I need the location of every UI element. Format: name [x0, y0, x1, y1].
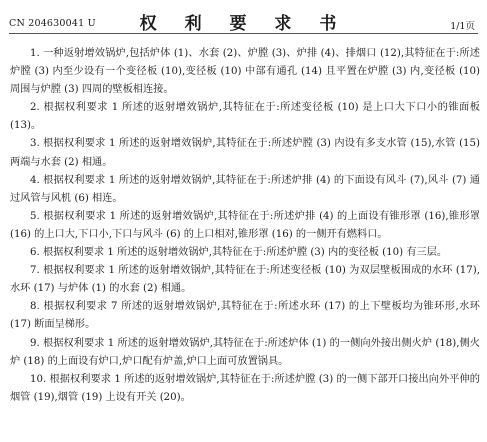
claim-4: 4. 根据权利要求 1 所述的返射增效锅炉,其特征在于:所述炉排 (4) 的下面设有风斗 (7),风斗 (7) 通过风管与风机 (6) 相连。 [10, 174, 480, 204]
page-title: 权 利 要 求 书 [139, 14, 348, 34]
claim-1: 1. 一种返射增效锅炉,包括炉体 (1)、水套 (2)、炉膛 (3)、炉排 (4)、排烟口 (12),其特征在于:所述炉膛 (3) 内至少设有一个变径板 (10),变径板 (10) 中部有通孔 (14) 且平置在炉膛 (3) 内,变径板 (10) 周围与炉膛 (3) 四周的壁板相连接。 [10, 48, 480, 96]
page-header [0, 0, 487, 38]
page-number: 1/1页 [450, 21, 475, 32]
claim-3: 3. 根据权利要求 1 所述的返射增效锅炉,其特征在于:所述炉膛 (3) 内设有多支水管 (15),水管 (15) 两端与水套 (2) 相通。 [10, 138, 480, 168]
claim-6: 6. 根据权利要求 1 所述的返射增效锅炉,其特征在于:所述炉膛 (3) 内的变径板 (10) 有三层。 [30, 247, 448, 259]
claim-5: 5. 根据权利要求 1 所述的返射增效锅炉,其特征在于:所述炉排 (4) 的上面设有锥形罩 (16),锥形罩 (16) 的上口大,下口小,下口与风斗 (6) 的上口相对,锥形罩 (16) 的一侧开有燃料口。 [10, 210, 480, 240]
claim-10: 10. 根据权利要求 1 所述的返射增效锅炉,其特征在于:所述炉膛 (3) 的一侧下部开口接出向外平伸的烟管 (19),烟管 (19) 上设有开关 (20)。 [10, 373, 480, 403]
header-divider [9, 33, 478, 34]
claim-9: 9. 根据权利要求 1 所述的返射增效锅炉,其特征在于:所述炉体 (1) 的一侧向外接出侧火炉 (18),侧火炉 (18) 的上面设有炉口,炉口配有炉盖,炉口上面可放置锅具。 [10, 337, 480, 367]
claim-2: 2. 根据权利要求 1 所述的返射增效锅炉,其特征在于:所述变径板 (10) 是上口大下口小的锥面板 (13)。 [10, 102, 480, 132]
publication-number: CN 204630041 U [9, 18, 96, 29]
claims-list [10, 45, 480, 407]
claim-7: 7. 根据权利要求 1 所述的返射增效锅炉,其特征在于:所述变径板 (10) 为双层壁板围成的水环 (17),水环 (17) 与炉体 (1) 的水套 (2) 相通。 [10, 265, 480, 295]
claim-8: 8. 根据权利要求 7 所述的返射增效锅炉,其特征在于:所述水环 (17) 的上下壁板均为锥环形,水环 (17) 断面呈梯形。 [10, 301, 480, 331]
